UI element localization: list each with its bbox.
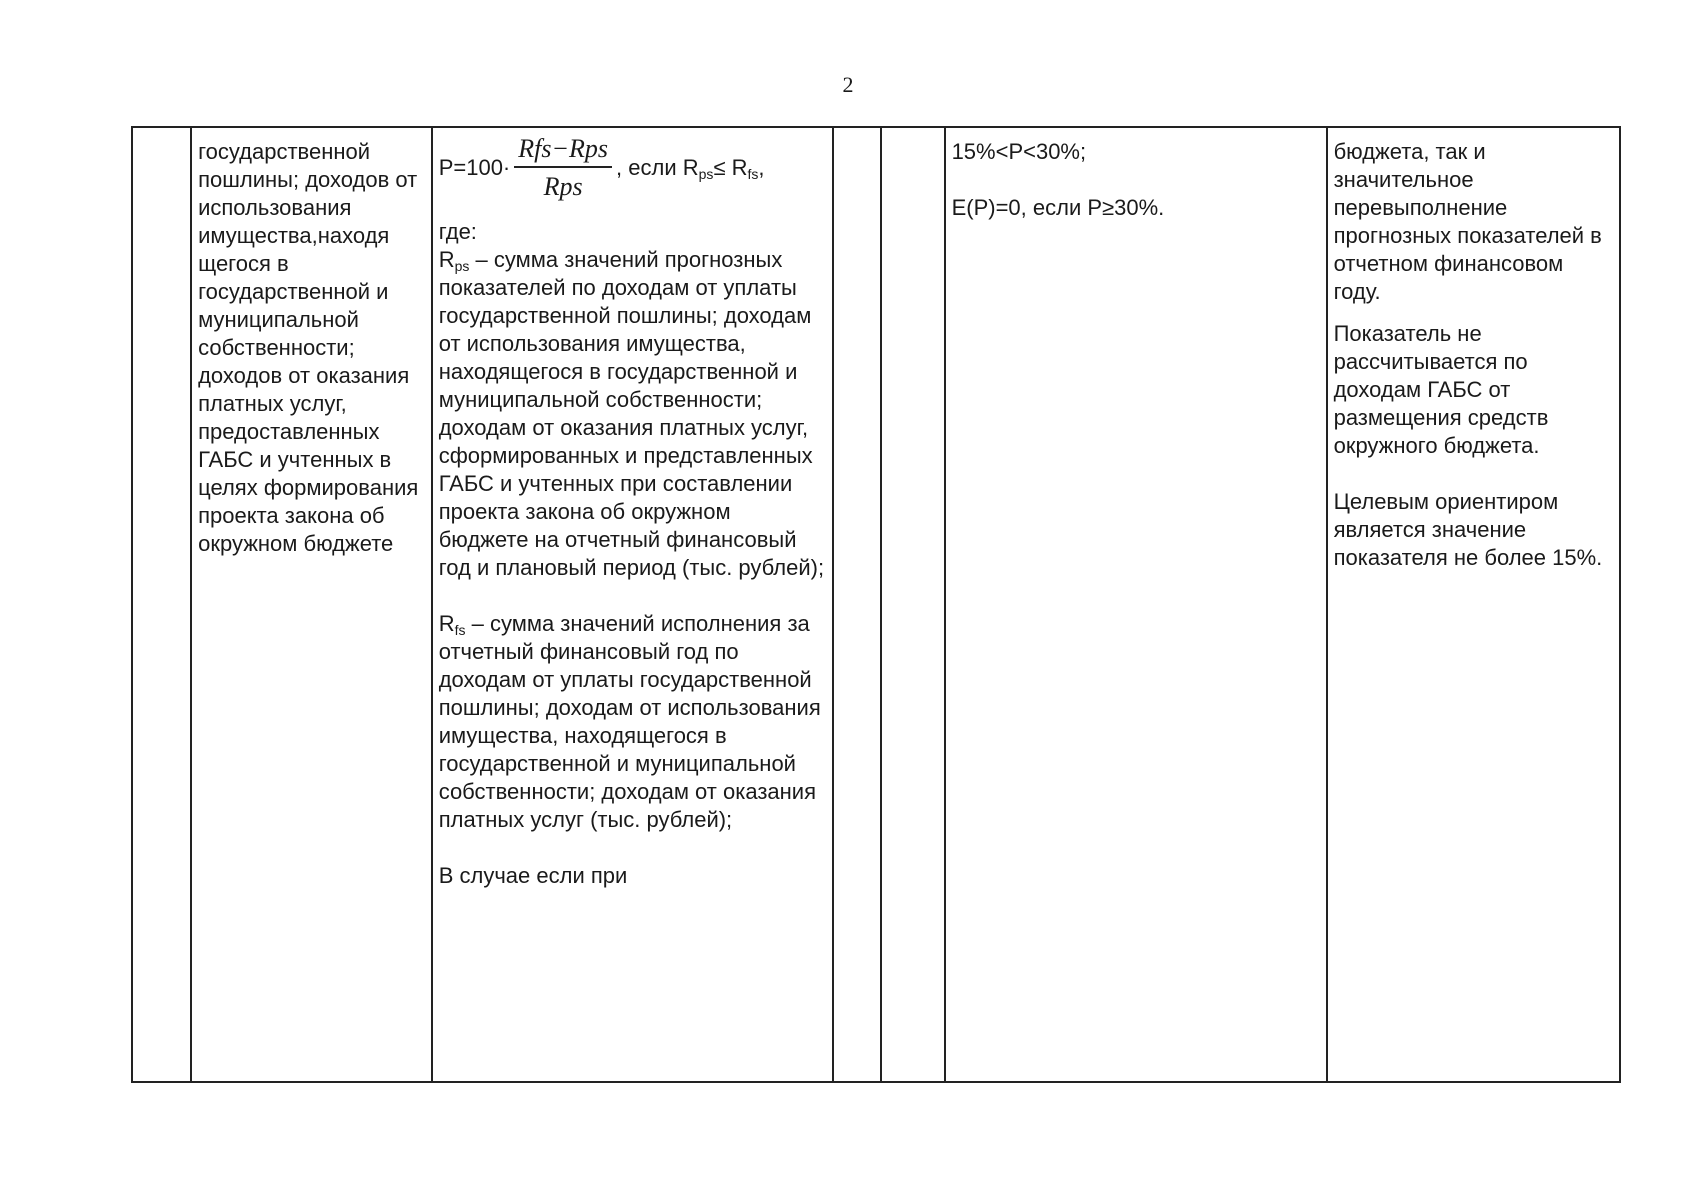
comment-paragraph: Целевым ориентиром является значение показателя не более 15%. xyxy=(1333,489,1603,570)
formula xyxy=(439,132,826,204)
formula-condition-part: ≤ R xyxy=(713,155,748,180)
rps-text: – сумма значений прогнозных показателей по доходам от уплаты государственной пошлины; доходам от использования имущества, находящегося в государственной и муниципальной собственности; доходам от оказания платных услуг, сформированных и представленных ГАБС и учтенных при составлении проекта закона об окружном бюджете на отчетный финансовый год и плановый период (тыс. рублей); xyxy=(438,247,825,580)
rfs-text: – сумма значений исполнения за отчетный финансовый год по доходам от уплаты государственной пошлины; доходам от использования имущества, находящегося в государственной и муниципальной собственности; доходам от оказания платных услуг (тыс. рублей); xyxy=(438,611,821,832)
comment-paragraph: бюджета, так и значительное перевыполнение прогнозных показателей в отчетном финансовом году. xyxy=(1333,139,1602,304)
calculation-formula-cell xyxy=(432,127,833,1082)
comment-paragraph: Показатель не рассчитывается по доходам ГАБС от размещения средств окружного бюджета. xyxy=(1333,321,1549,458)
evaluation-line-2: E(P)=0, если P≥30%. xyxy=(951,195,1165,220)
page-number: 2 xyxy=(842,72,854,97)
where-label: где: xyxy=(438,219,477,244)
number-cell xyxy=(132,127,191,1082)
formula-condition-part: , если R xyxy=(616,155,699,180)
rfs-definition xyxy=(439,610,826,834)
formula-prefix: P=100· xyxy=(438,155,511,180)
continuation-text: В случае если при xyxy=(438,863,628,888)
rfs-symbol: R xyxy=(438,611,455,636)
formula-condition-part: , xyxy=(758,155,765,180)
indicators-table xyxy=(131,126,1621,1083)
empty-cell xyxy=(881,127,944,1082)
formula-denominator: Rps xyxy=(543,172,583,201)
rfs-subscript: fs xyxy=(454,622,466,638)
formula-fraction xyxy=(514,134,612,202)
rps-symbol: R xyxy=(438,247,455,272)
rps-subscript: ps xyxy=(454,258,470,274)
indicator-description-cell xyxy=(191,127,432,1082)
formula-numerator: Rfs−Rps xyxy=(514,134,612,168)
formula-condition xyxy=(616,154,764,182)
table-row xyxy=(132,127,1620,1082)
comment-cell xyxy=(1327,127,1620,1082)
formula-condition-subscript: ps xyxy=(698,166,714,182)
formula-condition-subscript: fs xyxy=(747,166,759,182)
evaluation-cell xyxy=(945,127,1327,1082)
indicator-description-text: государственной пошлины; доходов от использования имущества,находя щегося в государственной и муниципальной собственности; доходов от оказания платных услуг, предоставленных ГАБС и учтенных в целях формирования проекта закона об окружном бюджете xyxy=(198,139,419,556)
evaluation-line-1: 15%<P<30%; xyxy=(951,139,1087,164)
empty-cell xyxy=(833,127,882,1082)
rps-definition xyxy=(439,246,826,582)
